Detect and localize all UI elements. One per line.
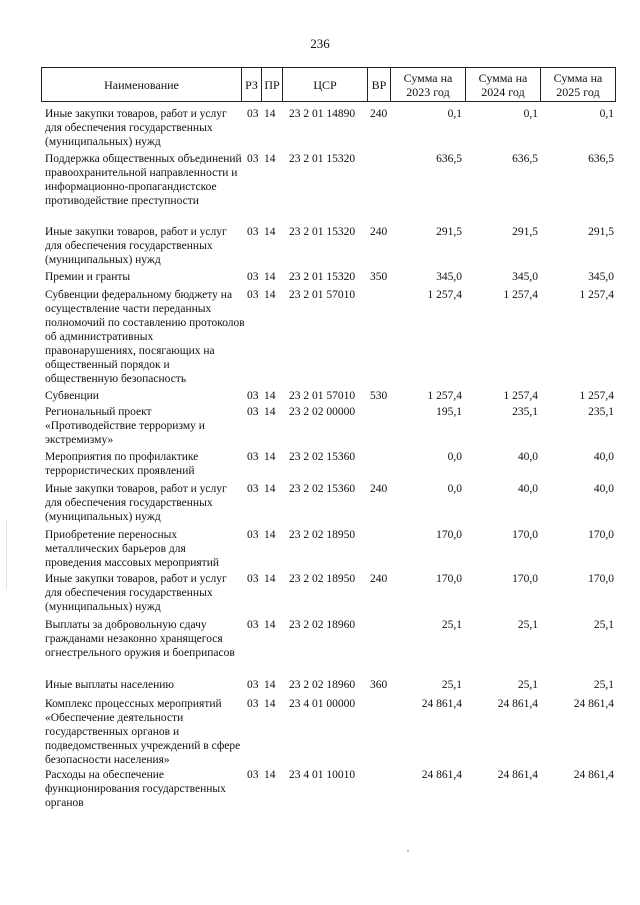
row-sum-2023: 1 257,4 — [427, 390, 462, 402]
row-rz: 03 — [247, 271, 259, 283]
row-sum-2024: 0,1 — [523, 108, 538, 120]
row-name: Мероприятия по профилактике террористических проявлений — [45, 451, 199, 477]
row-sum-2023: 345,0 — [436, 271, 462, 283]
row-rz: 03 — [247, 698, 259, 710]
row-sum-2023: 291,5 — [436, 226, 462, 238]
row-vr: 240 — [370, 573, 388, 585]
row-rz: 03 — [247, 289, 259, 301]
header-pr: ПР — [264, 77, 280, 92]
row-name: Приобретение переносных металлических барьеров для проведения массовых мероприятий — [45, 529, 220, 569]
row-sum-2024: 25,1 — [517, 619, 538, 631]
row-sum-2024: 1 257,4 — [503, 390, 538, 402]
row-csr: 23 2 02 15360 — [289, 451, 356, 463]
row-rz: 03 — [247, 390, 259, 402]
row-sum-2025: 345,0 — [588, 271, 614, 283]
row-sum-2024: 40,0 — [517, 451, 538, 463]
row-csr: 23 4 01 00000 — [289, 698, 356, 710]
row-sum-2023: 0,0 — [447, 451, 462, 463]
header-sum-2024: Сумма на 2024 год — [478, 70, 528, 99]
row-sum-2023: 170,0 — [436, 529, 462, 541]
row-vr: 360 — [370, 679, 388, 691]
row-sum-2023: 24 861,4 — [421, 769, 462, 781]
row-rz: 03 — [247, 679, 259, 691]
row-pr: 14 — [264, 390, 276, 402]
row-sum-2023: 195,1 — [436, 406, 462, 418]
row-csr: 23 4 01 10010 — [289, 769, 356, 781]
row-pr: 14 — [264, 483, 276, 495]
row-rz: 03 — [247, 153, 259, 165]
row-rz: 03 — [247, 769, 259, 781]
row-rz: 03 — [247, 483, 259, 495]
row-sum-2024: 345,0 — [512, 271, 538, 283]
row-rz: 03 — [247, 619, 259, 631]
row-csr: 23 2 02 18950 — [289, 529, 356, 541]
row-vr: 530 — [370, 390, 388, 402]
header-sum-2023: Сумма на 2023 год — [403, 70, 453, 99]
row-pr: 14 — [264, 769, 276, 781]
row-sum-2024: 170,0 — [512, 529, 538, 541]
row-csr: 23 2 01 15320 — [289, 153, 356, 165]
header-vr: ВР — [371, 77, 387, 92]
row-vr: 350 — [370, 271, 388, 283]
scan-speck — [407, 850, 409, 852]
row-name: Субвенции федеральному бюджету на осуществление части переданных полномочий по составлению протоколов об административных правонарушениях, посягающих на общественный порядок и общественную безопасность — [45, 289, 245, 385]
header-sum-2025: Сумма на 2025 год — [553, 70, 603, 99]
row-name: Иные выплаты населению — [45, 679, 174, 691]
row-csr: 23 2 01 15320 — [289, 226, 356, 238]
row-sum-2025: 170,0 — [588, 573, 614, 585]
row-sum-2025: 24 861,4 — [573, 769, 614, 781]
row-sum-2024: 24 861,4 — [497, 769, 538, 781]
row-pr: 14 — [264, 451, 276, 463]
row-name: Иные закупки товаров, работ и услуг для обеспечения государственных (муниципальных) нужд — [45, 573, 227, 613]
row-sum-2023: 0,0 — [447, 483, 462, 495]
row-sum-2025: 0,1 — [599, 108, 614, 120]
row-name: Субвенции — [45, 390, 99, 402]
row-sum-2024: 235,1 — [512, 406, 538, 418]
row-pr: 14 — [264, 108, 276, 120]
row-sum-2025: 170,0 — [588, 529, 614, 541]
row-sum-2024: 170,0 — [512, 573, 538, 585]
row-sum-2024: 636,5 — [512, 153, 538, 165]
row-sum-2025: 40,0 — [593, 451, 614, 463]
page-number: 236 — [310, 36, 330, 51]
row-pr: 14 — [264, 289, 276, 301]
row-csr: 23 2 02 00000 — [289, 406, 356, 418]
row-rz: 03 — [247, 108, 259, 120]
header-csr: ЦСР — [313, 77, 337, 92]
row-sum-2024: 25,1 — [517, 679, 538, 691]
row-sum-2023: 25,1 — [441, 619, 462, 631]
header-rz: РЗ — [245, 77, 258, 92]
row-name: Премии и гранты — [45, 271, 131, 283]
row-pr: 14 — [264, 619, 276, 631]
row-sum-2025: 25,1 — [593, 619, 614, 631]
row-sum-2023: 636,5 — [436, 153, 462, 165]
row-sum-2025: 25,1 — [593, 679, 614, 691]
row-pr: 14 — [264, 226, 276, 238]
row-name: Выплаты за добровольную сдачу гражданами незаконно хранящегося огнестрельного оружия и боеприпасов — [45, 619, 235, 659]
row-name: Иные закупки товаров, работ и услуг для обеспечения государственных (муниципальных) нужд — [45, 108, 227, 148]
row-pr: 14 — [264, 679, 276, 691]
row-sum-2024: 24 861,4 — [497, 698, 538, 710]
row-sum-2023: 24 861,4 — [421, 698, 462, 710]
row-pr: 14 — [264, 698, 276, 710]
row-sum-2024: 1 257,4 — [503, 289, 538, 301]
row-name: Расходы на обеспечение функционирования государственных органов — [45, 769, 226, 809]
row-csr: 23 2 02 18960 — [289, 619, 356, 631]
header-name: Наименование — [104, 77, 179, 92]
row-sum-2025: 235,1 — [588, 406, 614, 418]
row-csr: 23 2 01 57010 — [289, 390, 356, 402]
row-sum-2024: 40,0 — [517, 483, 538, 495]
row-sum-2023: 170,0 — [436, 573, 462, 585]
row-rz: 03 — [247, 529, 259, 541]
row-pr: 14 — [264, 153, 276, 165]
row-csr: 23 2 02 18960 — [289, 679, 356, 691]
row-csr: 23 2 02 15360 — [289, 483, 356, 495]
row-rz: 03 — [247, 406, 259, 418]
row-sum-2025: 24 861,4 — [573, 698, 614, 710]
row-sum-2024: 291,5 — [512, 226, 538, 238]
row-vr: 240 — [370, 483, 388, 495]
row-pr: 14 — [264, 529, 276, 541]
row-name: Комплекс процессных мероприятий «Обеспечение деятельности государственных органов и подведомственных учреждений в сфере безопасности населения» — [45, 698, 241, 766]
row-name: Иные закупки товаров, работ и услуг для обеспечения государственных (муниципальных) нужд — [45, 483, 227, 523]
scan-margin-mark — [6, 520, 7, 590]
row-name: Иные закупки товаров, работ и услуг для обеспечения государственных (муниципальных) нужд — [45, 226, 227, 266]
row-pr: 14 — [264, 271, 276, 283]
row-rz: 03 — [247, 226, 259, 238]
row-rz: 03 — [247, 451, 259, 463]
row-vr: 240 — [370, 226, 388, 238]
row-pr: 14 — [264, 573, 276, 585]
row-sum-2025: 1 257,4 — [579, 390, 614, 402]
row-sum-2025: 40,0 — [593, 483, 614, 495]
row-csr: 23 2 02 18950 — [289, 573, 356, 585]
row-sum-2023: 0,1 — [447, 108, 462, 120]
row-name: Поддержка общественных объединений правоохранительной направленности и информационно-пропагандистское противодействие преступности — [45, 153, 242, 207]
table-header — [41, 67, 616, 102]
row-sum-2025: 291,5 — [588, 226, 614, 238]
row-csr: 23 2 01 57010 — [289, 289, 356, 301]
row-sum-2023: 1 257,4 — [427, 289, 462, 301]
row-sum-2023: 25,1 — [441, 679, 462, 691]
row-csr: 23 2 01 15320 — [289, 271, 356, 283]
row-name: Региональный проект «Противодействие терроризму и экстремизму» — [45, 406, 205, 446]
row-csr: 23 2 01 14890 — [289, 108, 356, 120]
row-rz: 03 — [247, 573, 259, 585]
row-pr: 14 — [264, 406, 276, 418]
row-vr: 240 — [370, 108, 388, 120]
row-sum-2025: 1 257,4 — [579, 289, 614, 301]
row-sum-2025: 636,5 — [588, 153, 614, 165]
